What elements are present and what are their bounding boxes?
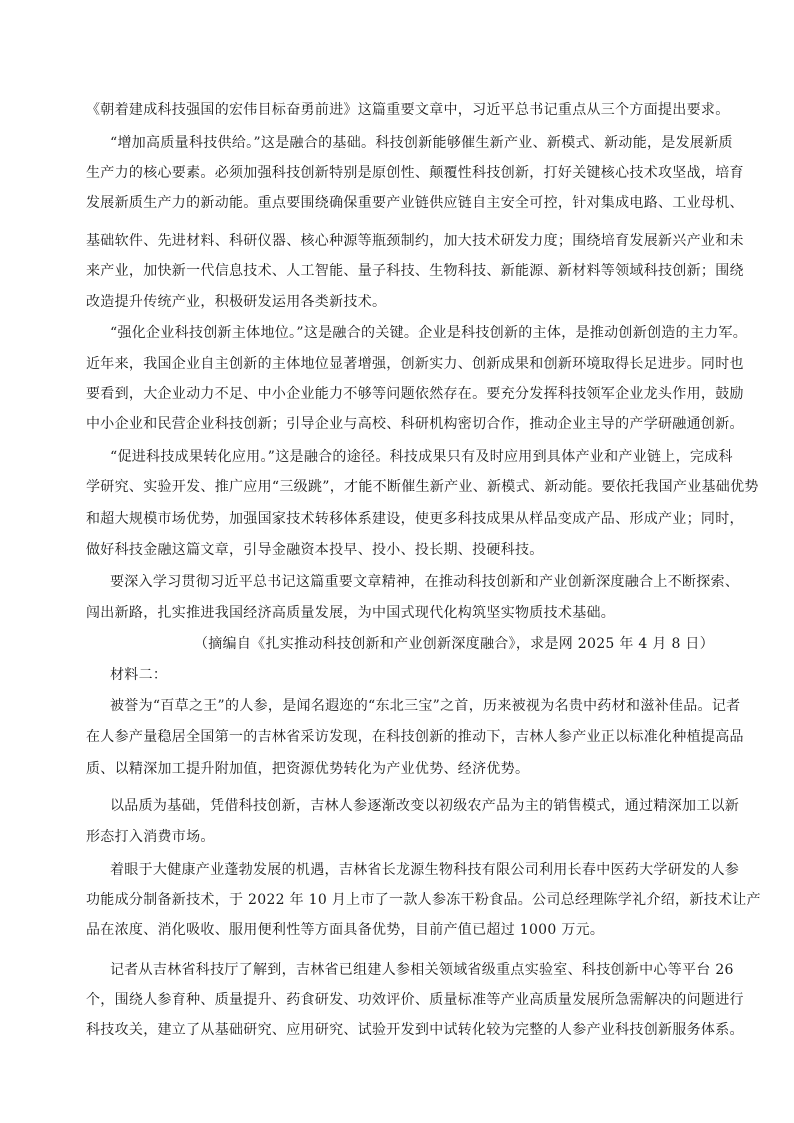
text-line: 来产业，加快新一代信息技术、人工智能、量子科技、生物科技、新能源、新材料等领域科技创新；围绕: [86, 263, 744, 279]
text-line: 基础软件、先进材料、科研仪器、核心种源等瓶颈制约，加大技术研发力度；围绕培育发展新兴产业和未: [86, 233, 744, 249]
text-line: 和超大规模市场优势，加强国家技术转移体系建设，使更多科技成果从样品变成产品、形成产业；同时，: [86, 511, 744, 527]
text-line: 科技攻关，建立了从基础研究、应用研究、试验开发到中试转化较为完整的人参产业科技创新服务体系。: [86, 1022, 744, 1038]
text-line: 形态打入消费市场。: [86, 829, 215, 845]
text-line: 被誉为“百草之王”的人参，是闻名遐迩的“东北三宝”之首，历来被视为名贵中药材和滋补佳品。记者: [110, 698, 741, 714]
text-line: 学研究、实验开发、推广应用“三级跳”，才能不断催生新产业、新模式、新动能。要依托我国产业基础优势: [86, 479, 759, 495]
text-line: 闯出新路，扎实推进我国经济高质量发展，为中国式现代化构筑坚实物质技术基础。: [86, 605, 616, 621]
text-line: 个，围绕人参育种、质量提升、药食研发、功效评价、质量标准等产业高质量发展所急需解决的问题进行: [86, 992, 744, 1008]
text-line: 品在浓度、消化吸收、服用便利性等方面具备优势，目前产值已超过 1000 万元。: [86, 922, 605, 938]
text-line: “增加高质量科技供给。”这是融合的基础。科技创新能够催生新产业、新模式、新动能，是发展新质: [110, 135, 733, 151]
text-line: 要看到，大企业动力不足、中小企业能力不够等问题依然存在。要充分发挥科技领军企业龙头作用，鼓励: [86, 386, 744, 402]
text-line: 中小企业和民营企业科技创新；引导企业与高校、科研机构密切合作，推动企业主导的产学研融通创新。: [86, 416, 744, 432]
text-line: 以品质为基础，凭借科技创新，吉林人参逐渐改变以初级农产品为主的销售模式，通过精深加工以新: [110, 798, 740, 814]
text-line: 要深入学习贯彻习近平总书记这篇重要文章精神，在推动科技创新和产业创新深度融合上不断探索、: [110, 574, 740, 590]
text-line: 《朝着建成科技强国的宏伟目标奋勇前进》这篇重要文章中，习近平总书记重点从三个方面提出要求。: [86, 102, 730, 118]
text-line: 质、以精深加工提升附加值，把资源优势转化为产业优势、经济优势。: [86, 761, 530, 777]
text-line: 发展新质生产力的新动能。重点要围绕确保重要产业链供应链自主安全可控，针对集成电路、工业母机、: [86, 195, 744, 211]
text-line: 近年来，我国企业自主创新的主体地位显著增强，创新实力、创新成果和创新环境取得长足进步。同时也: [86, 356, 744, 372]
text-line: “强化企业科技创新主体地位。”这是融合的关键。企业是科技创新的主体，是推动创新创造的主力军。: [110, 325, 748, 341]
text-line: 做好科技金融这篇文章，引导金融资本投早、投小、投长期、投硬科技。: [86, 542, 544, 558]
text-line: 在人参产量稳居全国第一的吉林省采访发现，在科技创新的推动下，吉林人参产业正以标准化种植提高品: [86, 729, 744, 745]
text-line: 功能成分制备新技术，于 2022 年 10 月上市了一款人参冻干粉食品。公司总经理陈学礼介绍，新技术让产: [86, 892, 761, 908]
text-line: 改造提升传统产业，积极研发运用各类新技术。: [86, 294, 387, 310]
text-line: “促进科技成果转化应用。”这是融合的途径。科技成果只有及时应用到具体产业和产业链上，完成科: [110, 449, 733, 465]
text-line: 着眼于大健康产业蓬勃发展的机遇，吉林省长龙源生物科技有限公司利用长春中医药大学研发的人参: [110, 862, 740, 878]
text-line: 生产力的核心要素。必须加强科技创新特别是原创性、颠覆性科技创新，打好关键核心技术攻坚战，培育: [86, 165, 744, 181]
source-citation: （摘编自《扎实推动科技创新和产业创新深度融合》，求是网 2025 年 4 月 8 日）: [193, 636, 714, 652]
text-line: 记者从吉林省科技厅了解到，吉林省已组建人参相关领域省级重点实验室、科技创新中心等平台 26: [110, 962, 734, 978]
section-heading: 材料二：: [110, 667, 168, 683]
